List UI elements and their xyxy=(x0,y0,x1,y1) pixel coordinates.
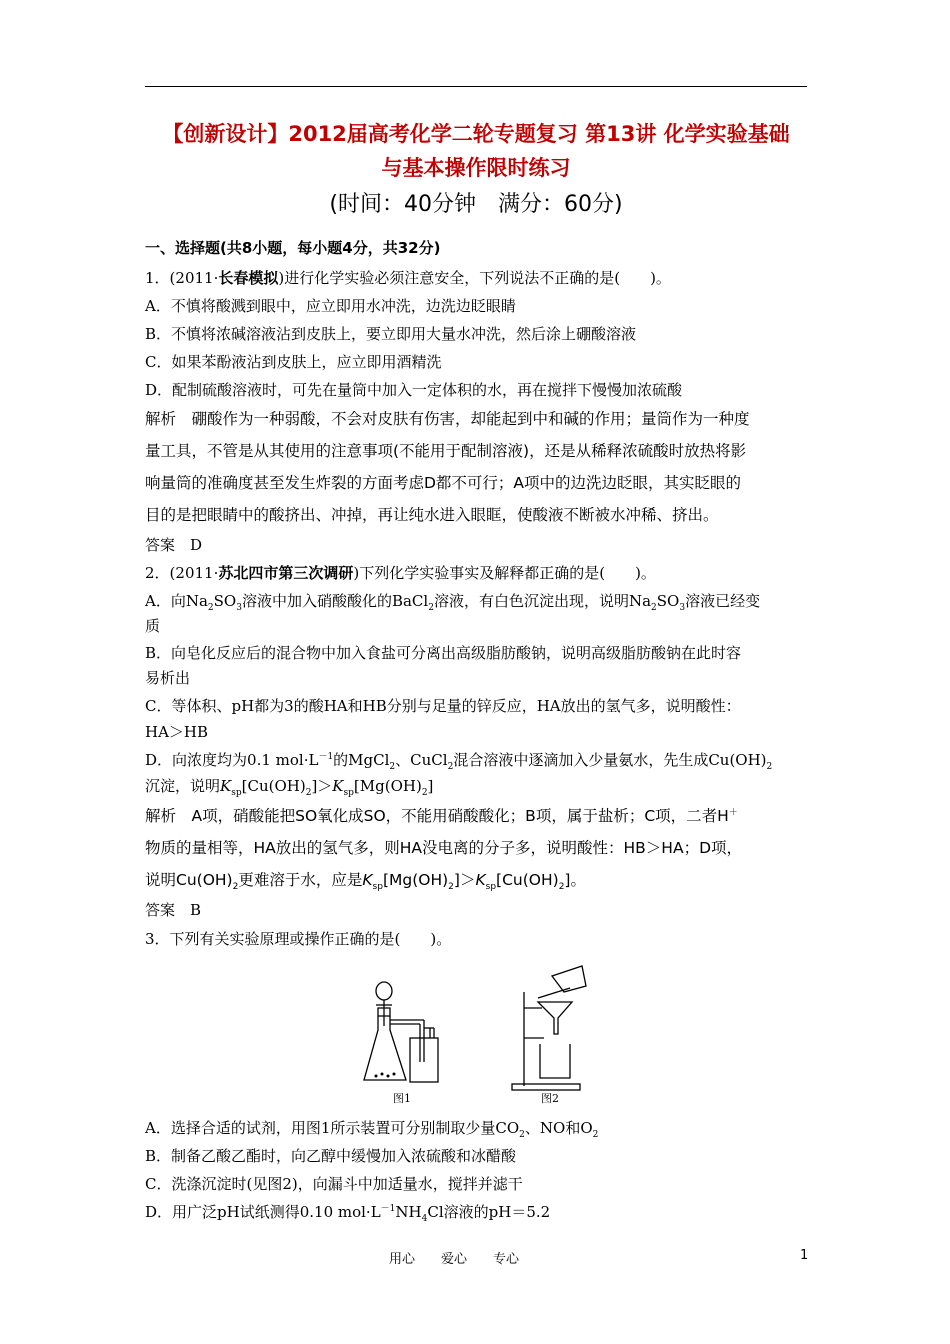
doc-title-line1: 【创新设计】2012届高考化学二轮专题复习 第13讲 化学实验基础 xyxy=(162,122,790,146)
figure-2-caption: 图2 xyxy=(541,1092,559,1105)
q2-option-b-cont: 易析出 xyxy=(145,669,191,687)
q3-option-d: D．用广泛pH试纸测得0.10 $mol\cdot L^{-1}NH_4Cl$溶液的pH＝5.2 xyxy=(145,1203,551,1224)
header-rule xyxy=(145,86,807,87)
filtration-apparatus xyxy=(512,966,586,1090)
apparatus-figure xyxy=(360,958,590,1108)
q1-analysis-line: 响量筒的准确度甚至发生炸裂的方面考虑D都不可行；A项中的边洗边眨眼，其实眨眼的 xyxy=(145,474,742,492)
q1-option-d: D．配制硫酸溶液时，可先在量筒中加入一定体积的水，再在搅拌下慢慢加浓硫酸 xyxy=(145,381,683,399)
q1-analysis-line: 目的是把眼睛中的酸挤出、冲掉，再让纯水进入眼眶，使酸液不断被水冲稀、挤出。 xyxy=(145,506,719,524)
q2-option-a-cont: 质 xyxy=(145,617,161,635)
q2-option-a: A．向$Na_2SO_3$溶液中加入硝酸酸化的BaCl$_2$溶液，有白色沉淀出现，说明$Na_2SO_3$溶液已经变 xyxy=(145,592,761,613)
q1-answer: 答案 D xyxy=(145,536,203,554)
q2-option-d-cont: 沉淀，说明$K_{sp}[Cu(OH)_2]>K_{sp}[Mg(OH)_2]$ xyxy=(145,777,434,798)
q2-analysis-line: 解析 A项，硝酸能把SO氧化成SO，不能用硝酸酸化；B项，属于盐析；C项，二者H＋ xyxy=(145,807,738,825)
q2-option-c-cont: HA＞HB xyxy=(145,723,209,741)
flask-gas-apparatus xyxy=(364,982,438,1082)
q2-stem: 2．(2011·苏北四市第三次调研)下列化学实验事实及解释都正确的是( )。 xyxy=(145,564,656,582)
q2-option-c: C．等体积、pH都为3的酸HA和HB分别与足量的锌反应，HA放出的氢气多，说明酸性： xyxy=(145,697,741,715)
q1-option-a: A．不慎将酸溅到眼中，应立即用水冲洗，边洗边眨眼睛 xyxy=(145,297,516,315)
q1-stem: 1．(2011·长春模拟)进行化学实验必须注意安全，下列说法不正确的是( )。 xyxy=(145,269,671,287)
q1-analysis-line: 量工具，不管是从其使用的注意事项(不能用于配制溶液)，还是从稀释浓硫酸时放热将影 xyxy=(145,442,747,460)
q2-option-b: B．向皂化反应后的混合物中加入食盐可分离出高级脂肪酸钠，说明高级脂肪酸钠在此时容 xyxy=(145,644,742,662)
q1-option-c: C．如果苯酚液沾到皮肤上，应立即用酒精洗 xyxy=(145,353,442,371)
q2-option-d: D．向浓度均为0.1 $mol\cdot L^{-1}$的MgCl$_2$、CuCl$_2$混合溶液中逐滴加入少量氨水，先生成$Cu(OH)_2$ xyxy=(145,751,773,772)
figure-1-caption: 图1 xyxy=(393,1092,411,1105)
exam-time-score: (时间：40分钟 满分：60分) xyxy=(329,192,623,217)
q2-analysis-line: 物质的量相等，HA放出的氢气多，则HA没电离的分子多，说明酸性：HB＞HA；D项， xyxy=(145,839,743,857)
doc-title-line2: 与基本操作限时练习 xyxy=(381,156,571,180)
page-number: 1 xyxy=(800,1248,809,1263)
q3-stem: 3．下列有关实验原理或操作正确的是( )。 xyxy=(145,930,452,948)
q3-option-a: A．选择合适的试剂，用图1所示装置可分别制取少量$CO_2$、NO和$O_2$ xyxy=(145,1119,599,1140)
q1-analysis-line: 解析 硼酸作为一种弱酸，不会对皮肤有伤害，却能起到中和碱的作用；量筒作为一种度 xyxy=(145,410,750,428)
q3-option-c: C．洗涤沉淀时(见图2)，向漏斗中加适量水，搅拌并滤干 xyxy=(145,1175,523,1193)
q2-answer: 答案 B xyxy=(145,901,202,919)
section-heading: 一、选择题(共8小题，每小题4分，共32分) xyxy=(145,239,441,257)
q1-option-b: B．不慎将浓碱溶液沾到皮肤上，要立即用大量水冲洗，然后涂上硼酸溶液 xyxy=(145,325,637,343)
q3-option-b: B．制备乙酸乙酯时，向乙醇中缓慢加入浓硫酸和冰醋酸 xyxy=(145,1147,517,1165)
q2-analysis-line: 说明$Cu(OH)_2$更难溶于水，应是$K_{sp}[Mg(OH)_2]>K_{sp}[Cu(OH)_2]$。 xyxy=(145,871,586,893)
flask-solid-particles xyxy=(375,1073,396,1078)
footer-motto: 用心 爱心 专心 xyxy=(389,1252,520,1267)
